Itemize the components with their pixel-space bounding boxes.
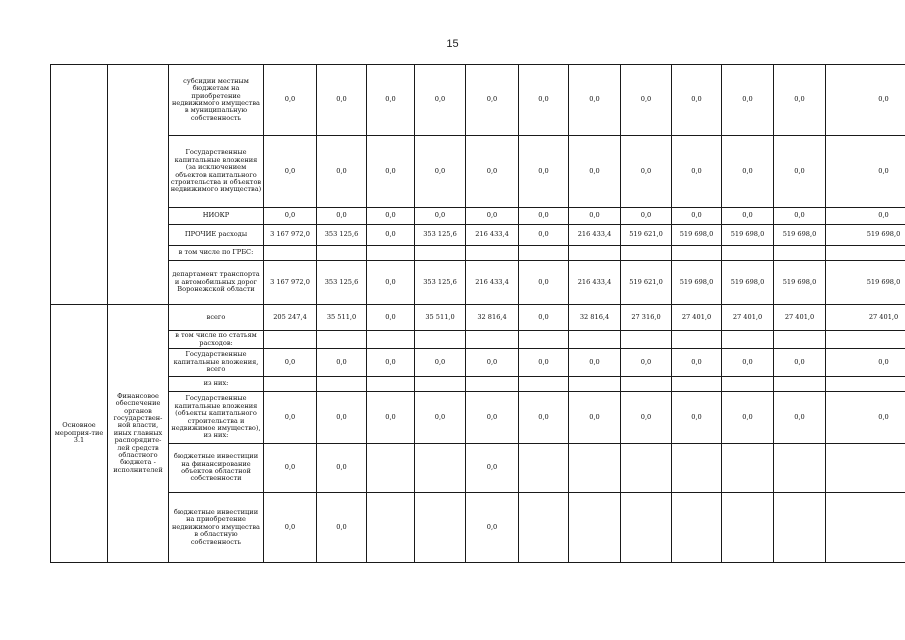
value-cell: 519 698,0 [722,225,774,246]
value-cell: 0,0 [569,65,621,136]
value-cell: 0,0 [569,136,621,208]
row-label [169,377,264,392]
value-cell [672,493,722,563]
value-cell: 0,0 [264,493,317,563]
value-cell [826,377,905,392]
value-cell: 353 125,6 [415,261,466,305]
value-cell: 27 401,0 [774,305,826,331]
value-cell [415,493,466,563]
event-section [51,305,905,563]
value-cell [621,444,672,493]
table-row [51,305,905,331]
value-cell: 0,0 [264,65,317,136]
value-cell: 0,0 [519,208,569,225]
value-cell: 353 125,6 [317,261,367,305]
value-cell: 519 621,0 [621,225,672,246]
value-cell [826,444,905,493]
value-cell: 0,0 [367,136,415,208]
table-row [51,377,905,392]
value-cell: 519 698,0 [826,225,905,246]
value-cell: 27 401,0 [672,305,722,331]
value-cell [519,493,569,563]
value-cell [569,493,621,563]
value-cell [722,493,774,563]
row-label-text: Государственные капитальные вложения (объекты капитального строительства и недвижимое имущество), [171,394,261,432]
table-row [51,331,905,349]
value-cell: 519 698,0 [826,261,905,305]
value-cell [466,331,519,349]
value-cell [519,444,569,493]
row-label-text: бюджетные инвестиции на приобретение недвижимого имущества в областную собственность [172,507,260,546]
value-cell [672,377,722,392]
value-cell: 35 511,0 [317,305,367,331]
value-cell [672,444,722,493]
value-cell [519,246,569,261]
table-row [51,208,905,225]
value-cell: 0,0 [367,305,415,331]
value-cell: 0,0 [621,65,672,136]
value-cell [826,331,905,349]
continued-executor-cell [108,65,169,305]
row-label [169,136,264,208]
value-cell [367,246,415,261]
value-cell: 0,0 [264,136,317,208]
value-cell [569,377,621,392]
row-label [169,444,264,493]
executor-name: Финансовое обеспечение органов государствен-ной власти, иных главных распорядите-лей средств областного бюджета - исполнителей [108,305,169,563]
value-cell: 0,0 [367,225,415,246]
row-label [169,349,264,377]
table-row [51,392,905,444]
value-cell [264,377,317,392]
value-cell: 0,0 [415,392,466,444]
value-cell: 3 167 972,0 [264,261,317,305]
value-cell: 0,0 [774,349,826,377]
value-cell: 0,0 [569,349,621,377]
value-cell: 3 167 972,0 [264,225,317,246]
value-cell: 0,0 [367,261,415,305]
value-cell: 0,0 [774,208,826,225]
value-cell: 0,0 [621,349,672,377]
value-cell: 0,0 [722,136,774,208]
value-cell [774,331,826,349]
value-cell: 353 125,6 [317,225,367,246]
value-cell: 0,0 [621,208,672,225]
value-cell: 0,0 [722,392,774,444]
value-cell [466,377,519,392]
value-cell: 0,0 [317,392,367,444]
value-cell: 0,0 [367,349,415,377]
value-cell [317,246,367,261]
value-cell: 35 511,0 [415,305,466,331]
value-cell: 0,0 [317,493,367,563]
row-label [169,493,264,563]
value-cell [722,331,774,349]
value-cell [722,444,774,493]
row-label-suffix: из них: [203,431,229,440]
value-cell: 0,0 [415,349,466,377]
value-cell [774,377,826,392]
value-cell [621,331,672,349]
value-cell: 216 433,4 [569,261,621,305]
value-cell [569,246,621,261]
row-label-text: бюджетные инвестиции на финансирование объектов областной собственности [173,452,259,483]
value-cell [826,246,905,261]
table-row [51,349,905,377]
table-row [51,493,905,563]
value-cell: 0,0 [519,225,569,246]
value-cell: 519 698,0 [672,225,722,246]
value-cell: 0,0 [519,349,569,377]
value-cell: 0,0 [317,349,367,377]
value-cell [367,377,415,392]
table-row [51,246,905,261]
value-cell: 0,0 [569,208,621,225]
value-cell: 353 125,6 [415,225,466,246]
value-cell: 0,0 [367,208,415,225]
value-cell [317,331,367,349]
value-cell: 0,0 [264,349,317,377]
value-cell: 0,0 [826,65,905,136]
value-cell [621,493,672,563]
value-cell: 0,0 [367,65,415,136]
value-cell: 0,0 [466,349,519,377]
value-cell [621,377,672,392]
row-label [169,246,264,261]
value-cell: 216 433,4 [466,225,519,246]
value-cell: 0,0 [317,136,367,208]
row-label-text: из них: [203,379,229,388]
value-cell: 0,0 [519,305,569,331]
value-cell: 0,0 [466,208,519,225]
row-label [169,208,264,225]
value-cell: 0,0 [466,493,519,563]
value-cell: 27 401,0 [722,305,774,331]
value-cell [569,444,621,493]
upper-section [51,65,905,305]
value-cell: 0,0 [621,136,672,208]
value-cell: 0,0 [672,392,722,444]
value-cell [264,331,317,349]
value-cell: 0,0 [519,392,569,444]
value-cell: 0,0 [317,208,367,225]
value-cell [722,246,774,261]
value-cell: 0,0 [264,444,317,493]
value-cell [722,377,774,392]
value-cell [569,331,621,349]
value-cell [774,444,826,493]
value-cell [672,331,722,349]
value-cell: 0,0 [826,136,905,208]
value-cell: 519 698,0 [722,261,774,305]
value-cell: 519 698,0 [774,261,826,305]
value-cell: 0,0 [774,392,826,444]
page-number: 15 [446,38,459,50]
value-cell: 0,0 [722,65,774,136]
value-cell: 0,0 [466,65,519,136]
value-cell: 0,0 [621,392,672,444]
table-row [51,65,905,136]
row-label-text: в том числе по статьям расходов: [175,331,257,347]
value-cell: 32 816,4 [466,305,519,331]
value-cell: 0,0 [519,65,569,136]
table-row [51,444,905,493]
value-cell: 519 698,0 [774,225,826,246]
value-cell: 0,0 [264,392,317,444]
table-row [51,261,905,305]
value-cell [621,246,672,261]
value-cell: 216 433,4 [466,261,519,305]
row-label [169,65,264,136]
row-label-text: в том числе по ГРБС: [178,248,254,257]
value-cell [367,444,415,493]
table-row [51,136,905,208]
value-cell [264,246,317,261]
value-cell: 0,0 [519,261,569,305]
value-cell: 0,0 [466,444,519,493]
value-cell [519,377,569,392]
row-label-text: всего [206,312,226,321]
row-label-text: ПРОЧИЕ расходы [184,230,248,239]
value-cell: 0,0 [367,392,415,444]
value-cell: 0,0 [826,208,905,225]
row-label-text: Государственные капитальные вложения (за исключением объектов капитального строительства и объектов недвижимого имущества) [170,148,262,194]
row-label-text: НИОКР [202,211,230,220]
value-cell: 0,0 [672,349,722,377]
value-cell: 0,0 [774,136,826,208]
budget-table [50,64,905,563]
row-label [169,392,264,444]
row-label-text: субсидии местным бюджетам на приобретение недвижимого имущества в муниципальную собственность [172,76,260,122]
value-cell: 0,0 [672,65,722,136]
value-cell: 0,0 [415,208,466,225]
value-cell: 0,0 [569,392,621,444]
value-cell [466,246,519,261]
value-cell [367,331,415,349]
value-cell: 0,0 [466,136,519,208]
value-cell: 519 698,0 [672,261,722,305]
row-label-text: департамент транспорта и автомобильных дорог Воронежской области [172,270,260,294]
value-cell [415,246,466,261]
value-cell: 0,0 [466,392,519,444]
value-cell [774,246,826,261]
value-cell: 0,0 [672,136,722,208]
value-cell: 0,0 [264,208,317,225]
value-cell: 205 247,4 [264,305,317,331]
row-label [169,225,264,246]
value-cell: 0,0 [415,136,466,208]
value-cell [415,377,466,392]
value-cell: 0,0 [722,208,774,225]
value-cell: 0,0 [519,136,569,208]
value-cell: 216 433,4 [569,225,621,246]
row-label-text: Государственные капитальные вложения, всего [173,350,259,374]
continued-event-cell [51,65,108,305]
value-cell [826,493,905,563]
value-cell: 0,0 [317,444,367,493]
value-cell: 27 401,0 [826,305,905,331]
value-cell: 0,0 [722,349,774,377]
row-label [169,261,264,305]
value-cell: 0,0 [826,349,905,377]
value-cell: 32 816,4 [569,305,621,331]
value-cell: 0,0 [415,65,466,136]
value-cell [415,444,466,493]
value-cell: 0,0 [774,65,826,136]
value-cell: 0,0 [317,65,367,136]
value-cell [519,331,569,349]
value-cell [672,246,722,261]
value-cell [367,493,415,563]
value-cell [774,493,826,563]
value-cell: 0,0 [672,208,722,225]
event-name: Основное мероприя-тие 3.1 [51,305,108,563]
row-label [169,305,264,331]
value-cell: 519 621,0 [621,261,672,305]
value-cell [415,331,466,349]
table-row [51,225,905,246]
row-label [169,331,264,349]
value-cell [317,377,367,392]
value-cell: 27 316,0 [621,305,672,331]
value-cell: 0,0 [826,392,905,444]
